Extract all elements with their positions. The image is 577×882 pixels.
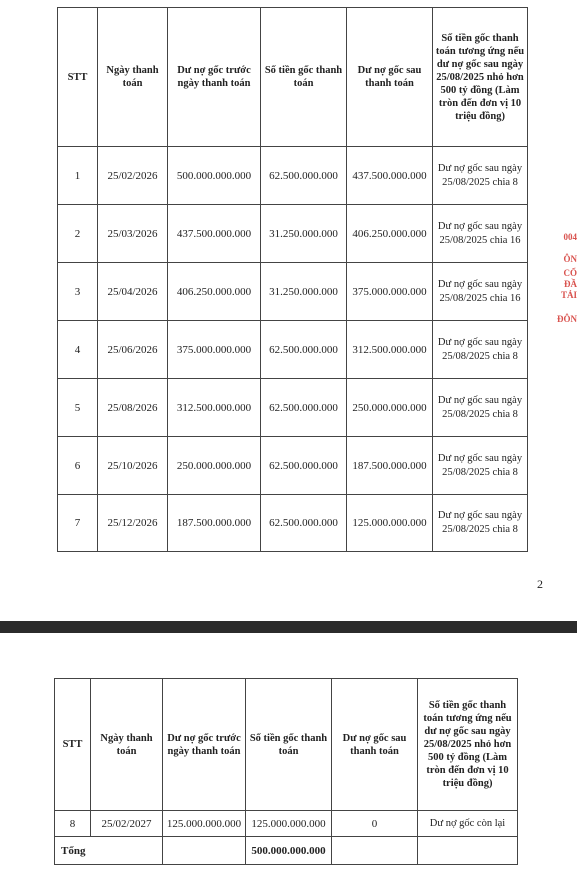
cell-principal-paid: 31.250.000.000: [261, 263, 347, 321]
cell-payment-date: 25/02/2026: [98, 147, 168, 205]
cell-principal-after: 0: [332, 811, 418, 837]
repayment-schedule-table-page2: [54, 678, 518, 865]
table-row: [58, 437, 528, 495]
cell-principal-before: 406.250.000.000: [168, 263, 261, 321]
total-label: Tổng: [55, 837, 163, 865]
cell-stt: 3: [58, 263, 98, 321]
total-row: [55, 837, 518, 865]
table-header-row: [55, 679, 518, 811]
cell-stt: 6: [58, 437, 98, 495]
cell-payment-date: 25/02/2027: [91, 811, 163, 837]
cell-stt: 7: [58, 495, 98, 552]
cell-stt: 2: [58, 205, 98, 263]
cell-principal-before: 187.500.000.000: [168, 495, 261, 552]
cell-corresponding-amount: Dư nợ gốc sau ngày 25/08/2025 chia 8: [433, 437, 528, 495]
cell-empty: [418, 837, 518, 865]
header-principal-paid: Số tiền gốc thanh toán: [261, 8, 347, 147]
cell-principal-before: 312.500.000.000: [168, 379, 261, 437]
table-row: [58, 495, 528, 552]
page-number: 2: [537, 577, 543, 591]
cell-principal-after: 187.500.000.000: [347, 437, 433, 495]
stamp-text: ĐÔN: [557, 314, 577, 324]
cell-principal-after: 406.250.000.000: [347, 205, 433, 263]
cell-principal-after: 437.500.000.000: [347, 147, 433, 205]
header-stt: STT: [55, 679, 91, 811]
cell-corresponding-amount: Dư nợ gốc sau ngày 25/08/2025 chia 8: [433, 321, 528, 379]
cell-payment-date: 25/10/2026: [98, 437, 168, 495]
total-amount: 500.000.000.000: [246, 837, 332, 865]
cell-principal-after: 312.500.000.000: [347, 321, 433, 379]
cell-payment-date: 25/08/2026: [98, 379, 168, 437]
header-corresponding-amount: Số tiền gốc thanh toán tương ứng nếu dư nợ gốc sau ngày 25/08/2025 nhỏ hơn 500 tỷ đồng (Làm tròn đến đơn vị 10 triệu đồng): [433, 8, 528, 147]
cell-stt: 8: [55, 811, 91, 837]
cell-principal-paid: 125.000.000.000: [246, 811, 332, 837]
cell-principal-before: 250.000.000.000: [168, 437, 261, 495]
cell-principal-before: 500.000.000.000: [168, 147, 261, 205]
cell-principal-paid: 62.500.000.000: [261, 495, 347, 552]
stamp-fragment: [556, 232, 577, 366]
cell-corresponding-amount: Dư nợ gốc sau ngày 25/08/2025 chia 8: [433, 379, 528, 437]
header-stt: STT: [58, 8, 98, 147]
header-principal-before: Dư nợ gốc trước ngày thanh toán: [163, 679, 246, 811]
cell-principal-after: 250.000.000.000: [347, 379, 433, 437]
table-row: [58, 263, 528, 321]
header-payment-date: Ngày thanh toán: [91, 679, 163, 811]
header-principal-before: Dư nợ gốc trước ngày thanh toán: [168, 8, 261, 147]
cell-principal-paid: 31.250.000.000: [261, 205, 347, 263]
cell-payment-date: 25/12/2026: [98, 495, 168, 552]
table-row: [58, 205, 528, 263]
cell-payment-date: 25/06/2026: [98, 321, 168, 379]
header-corresponding-amount: Số tiền gốc thanh toán tương ứng nếu dư nợ gốc sau ngày 25/08/2025 nhỏ hơn 500 tỷ đồng (Làm tròn đến đơn vị 10 triệu đồng): [418, 679, 518, 811]
cell-principal-before: 125.000.000.000: [163, 811, 246, 837]
stamp-text: TẢI: [560, 290, 577, 300]
header-principal-after: Dư nợ gốc sau thanh toán: [332, 679, 418, 811]
page-divider: [0, 621, 577, 633]
cell-corresponding-amount: Dư nợ gốc sau ngày 25/08/2025 chia 8: [433, 495, 528, 552]
table-row: [58, 321, 528, 379]
cell-corresponding-amount: Dư nợ gốc sau ngày 25/08/2025 chia 8: [433, 147, 528, 205]
cell-corresponding-amount: Dư nợ gốc sau ngày 25/08/2025 chia 16: [433, 205, 528, 263]
cell-empty: [332, 837, 418, 865]
repayment-schedule-table-page1: [57, 7, 528, 552]
stamp-text: ĐẦ: [564, 279, 577, 289]
cell-principal-after: 375.000.000.000: [347, 263, 433, 321]
cell-principal-before: 437.500.000.000: [168, 205, 261, 263]
stamp-text: 004: [563, 232, 577, 242]
header-payment-date: Ngày thanh toán: [98, 8, 168, 147]
header-principal-after: Dư nợ gốc sau thanh toán: [347, 8, 433, 147]
table-row: [58, 379, 528, 437]
cell-corresponding-amount: Dư nợ gốc sau ngày 25/08/2025 chia 16: [433, 263, 528, 321]
stamp-text: ÔN: [563, 254, 577, 264]
table-row: [58, 147, 528, 205]
cell-corresponding-amount: Dư nợ gốc còn lại: [418, 811, 518, 837]
stamp-text: CỔ: [563, 268, 577, 278]
table-row: [55, 811, 518, 837]
cell-stt: 1: [58, 147, 98, 205]
cell-payment-date: 25/03/2026: [98, 205, 168, 263]
cell-principal-paid: 62.500.000.000: [261, 437, 347, 495]
cell-principal-paid: 62.500.000.000: [261, 379, 347, 437]
table-header-row: [58, 8, 528, 147]
cell-payment-date: 25/04/2026: [98, 263, 168, 321]
cell-stt: 4: [58, 321, 98, 379]
header-principal-paid: Số tiền gốc thanh toán: [246, 679, 332, 811]
cell-stt: 5: [58, 379, 98, 437]
cell-principal-paid: 62.500.000.000: [261, 321, 347, 379]
cell-principal-paid: 62.500.000.000: [261, 147, 347, 205]
cell-principal-before: 375.000.000.000: [168, 321, 261, 379]
cell-principal-after: 125.000.000.000: [347, 495, 433, 552]
cell-empty: [163, 837, 246, 865]
